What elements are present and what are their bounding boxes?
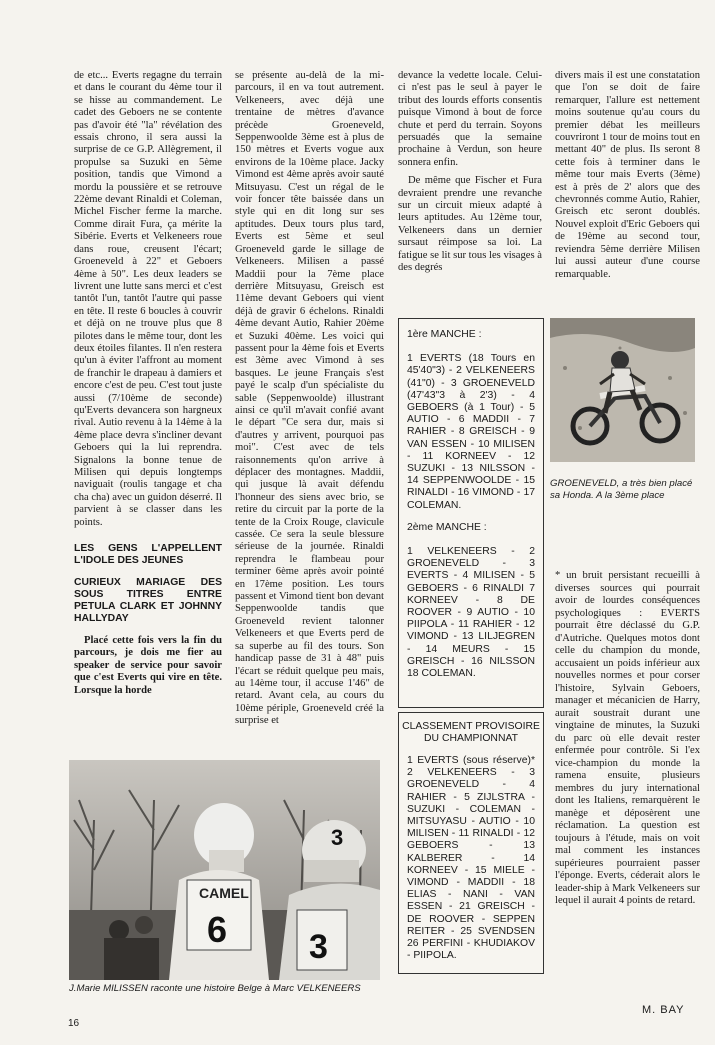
section-subheading: CURIEUX MARIAGE DES SOUS TITRES ENTRE PETULA CLARK ET JOHNNY HALLYDAY: [74, 577, 222, 625]
helmet-3-text: 3: [331, 825, 344, 850]
riders-photo-illustration: [69, 760, 380, 980]
standings-title: CLASSEMENT PROVISOIRE DU CHAMPIONNAT: [402, 721, 540, 744]
article-paragraph: De même que Fischer et Fura devraient prendre une revanche sur un circuit mieux adapté à leurs aptitudes. Au 12ème tour, Velkeneers dans un dernier sursaut réimpose sa loi. La fatigue se lit sur tous les visages à des degrés: [398, 175, 542, 274]
standings-text: 1 EVERTS (sous réserve)* 2 VELKENEERS - 3 GROENEVELD - 4 RAHIER - 5 ZIJLSTRA - SUZUKI - COLEMAN - MITSUYASU - AUTIO - 10 MILISEN - 11 RINALDI - 12 GEBOERS - 13 KALBERER - 14 KORNEEV - 15 MIELE - VIMOND - MADDII - 18 ELIAS - NANI - VAN ESSEN - 21 GREISCH - DE ROOVER - SEPPEN REITER - 25 SVENDSEN 26 PERFINI - KHUDIAKOV - PIIPOLA.: [407, 755, 535, 962]
motocross-photo-illustration: [550, 318, 695, 462]
riders-photo-caption: J.Marie MILISSEN raconte une histoire Belge à Marc VELKENEERS: [69, 983, 361, 994]
article-paragraph: se présente au-delà de la mi-parcours, il en va tout autrement. Velkeneers, avec déjà une trentaine de mètres d'avance précède Groeneveld, Seppenwoolde 3ème est à plus de 150 mètres et Everts vogue aux environs de la 10ème place. Jacky Vimond est 4ème après avoir sauté Mitsuyasu. C'est un régal de le voir foncer tête baissée dans un style qui en dit long sur ses aptitudes. Deux tours plus tard, Everts est 5ème et seul Groeneveld garde le sillage de Velkeneers. Milisen a passé Maddii pour la 7ème place derrière Mitsuyasu, Greisch est 11ème devant Geboers qui vient déjà de gravir 6 échelons. Rinaldi 4ème devant Autio, Rahier 20ème et Suzuki 40ème. Les voici qui passent pour la 4ème fois et Everts est 3ème avec Vimond à ses basques. Le jeune Français s'est payé le scalp d'un spécialiste du sable (Seppenwoolde) illustrant ainsi ce qu'il m'avait confié avant le départ "Ce sera dur, mais si d'autres y arrivent, pourquoi pas moi". C'est avec de tels raisonnements qu'on arrive à déplacer des montagnes. Maddii, qui jusque là avait défendu l'honneur des siens avec brio, se retire du circuit par la porte de la tente de la Croix Rouge, clavicule cassée. Ce sera la seule blessure sérieuse de la journée. Rinaldi reprendra le flambeau pour terminer 6ème après avoir pointé en 17ème position. Les tours passent et Vimond tient bon devant Seppenwoolde tandis que Groeneveld revient talonner Velkeneers et que Everts perd de sa superbe au fil des tours. Son handicap passe de 31 à 48" puis l'écart se réduit quelque peu mais, au 14ème tour, il accuse 1'46" de retard. Avant cela, au cours du 10ème périple, Groeneveld créé la surprise et: [235, 70, 384, 727]
page-number: 16: [68, 1018, 80, 1029]
article-column-2: [235, 70, 384, 734]
article-paragraph: divers mais il est une constatation que l'on se doit de faire remarquer, l'allure est nettement moins soutenue qu'au cours du premier débat les meilleurs couvriront 1 tour de moins tout en mettant 40" de plus. Ils seront 8 cette fois à terminer dans le même tour mais Everts (3ème) est à près de 2' alors que des chevronnés comme Autio, Rahier, Greisch etc seront doublés. Nouvel exploit d'Eric Geboers qui de 19ème au second tour, reviendra 5ème derrière Milisen lui aussi auteur d'une course remarquable.: [555, 70, 700, 280]
article-paragraph: de etc... Everts regagne du terrain et dans le courant du 4ème tour il se hisse au commandement. Le cadet des Geboers ne se contente pas d'avoir été "la" révélation des essais chrono, il sera aussi la surprise de ce G.P. Allègrement, il propulse sa Suzuki en 5ème position, tandis que Vimond a mordu la poussière et se retrouve 22ème devant Rinaldi et Coleman, Michel Fischer ferme la marche. Comme dirait Fura, ça mérite la Sibérie. Everts et Velkeneers roue dans roue, creusent l'écart; Groeneveld à 22" et Geboers 4ème à 50". Les deux leaders se livrent une lutte sans merci et c'est tantôt l'un, tantôt l'autre qui passe en tête. Il reste 6 boucles à couvrir et déjà on ne trouve plus que 8 pilotes dans le même tour, dont les deux étoiles filantes. Il n'en restera qu'un à éviter l'affront au moment de franchir le drapeau à damiers et encore c'est de peu. C'est tout juste aussi (7/10ème de seconde) qu'Everts devancera son hargneux rival. Autio revenu à la 14ème à la 4ème place devra s'incliner devant Geboers qui la lui reprendra. Signalons la bonne tenue de Milisen qui depuis longtemps naviguait (roulis tangage et cha cha cha) avec un guidon déserré. Il parvient à se classer dans les points.: [74, 70, 222, 528]
article-column-4: [555, 70, 700, 287]
bib-camel-text: CAMEL: [199, 885, 249, 901]
bib-3-text: 3: [309, 928, 328, 966]
manche2-results: 1 VELKENEERS - 2 GROENEVELD - 3 EVERTS - 4 MILISEN - 5 GEBOERS - 6 RINALDI 7 KORNEEV - 8 DE ROOVER - 9 AUTIO - 10 PIIPOLA - 11 RAHIER - 12 VIMOND - 13 LILJEGREN - 14 MEURS - 15 GREISCH - 16 NILSSON 18 COLEMAN.: [407, 546, 535, 680]
riders-photo: [69, 760, 380, 980]
footnote-rumor: * un bruit persistant recueilli à diverses sources qui pourrait avoir de lourdes conséquences psychologiques : EVERTS pourrait être déclassé du G.P. d'Autriche. Quelques motos dont celle du champion du monde, accusaient un poids inférieur aux nouvelles normes et pour corser l'histoire, Sylvain Geboers, manager et mécanicien de Harry, aurait soustrait durant une vingtaine de minutes, la Suzuki du parc où elle devait rester enfermée pour contrôle. Si l'ex vice-champion du monde la ramena ensuite, plusieurs membres du jury international dont les Italiens, remarquèrent le manège et déposèrent une réclamation. La question est toujours à l'étude, mais on voit mal comment les instances supérieures pourraient passer l'éponge. Everts, céderait alors le leader-ship à Mark Velkeneers sur lequel il aurait 4 points de retard.: [555, 570, 700, 906]
manche1-label: 1ère MANCHE :: [407, 329, 482, 340]
article-paragraph-bold: Placé cette fois vers la fin du parcours, je dois me fier au speaker de service pour savoir que c'est Everts qui vire en tête. Lorsque la horde: [74, 635, 222, 696]
article-column-3: [398, 70, 542, 281]
section-heading: LES GENS L'APPELLENT L'IDOLE DES JEUNES: [74, 543, 222, 567]
motocross-photo: [550, 318, 695, 462]
bib-6-text: 6: [207, 909, 228, 950]
standings-box: [398, 712, 544, 974]
manche2-label: 2ème MANCHE :: [407, 521, 487, 533]
results-box: [398, 318, 544, 708]
article-column-1: [74, 70, 222, 703]
author-signature: M. BAY: [642, 1004, 685, 1016]
motocross-photo-caption: GROENEVELD, a très bien placé sa Honda. A la 3ème place: [550, 478, 693, 501]
article-paragraph: devance la vedette locale. Celui-ci n'est pas le seul à payer le tribut des lourds efforts consentis puisque Vimond à bout de force chute et perd du terrain. Soyons persuadés que la semaine prochaine à Verdun, son heure sonnera enfin.: [398, 70, 542, 168]
manche1-results: 1 EVERTS (18 Tours en 45'40"3) - 2 VELKENEERS (41"0) - 3 GROENEVELD (47'43"3 à 2'3) - 4 GEBOERS (à 1 Tour) - 5 AUTIO - 6 MADDII - 7 RAHIER - 8 GREISCH - 9 VAN ESSEN - 10 MILISEN - 11 KORNEEV - 12 SUZUKI - 13 NILSSON - 14 SEPPENWOOLDE - 15 RINALDI - 16 VIMOND - 17 COLEMAN.: [407, 353, 535, 511]
